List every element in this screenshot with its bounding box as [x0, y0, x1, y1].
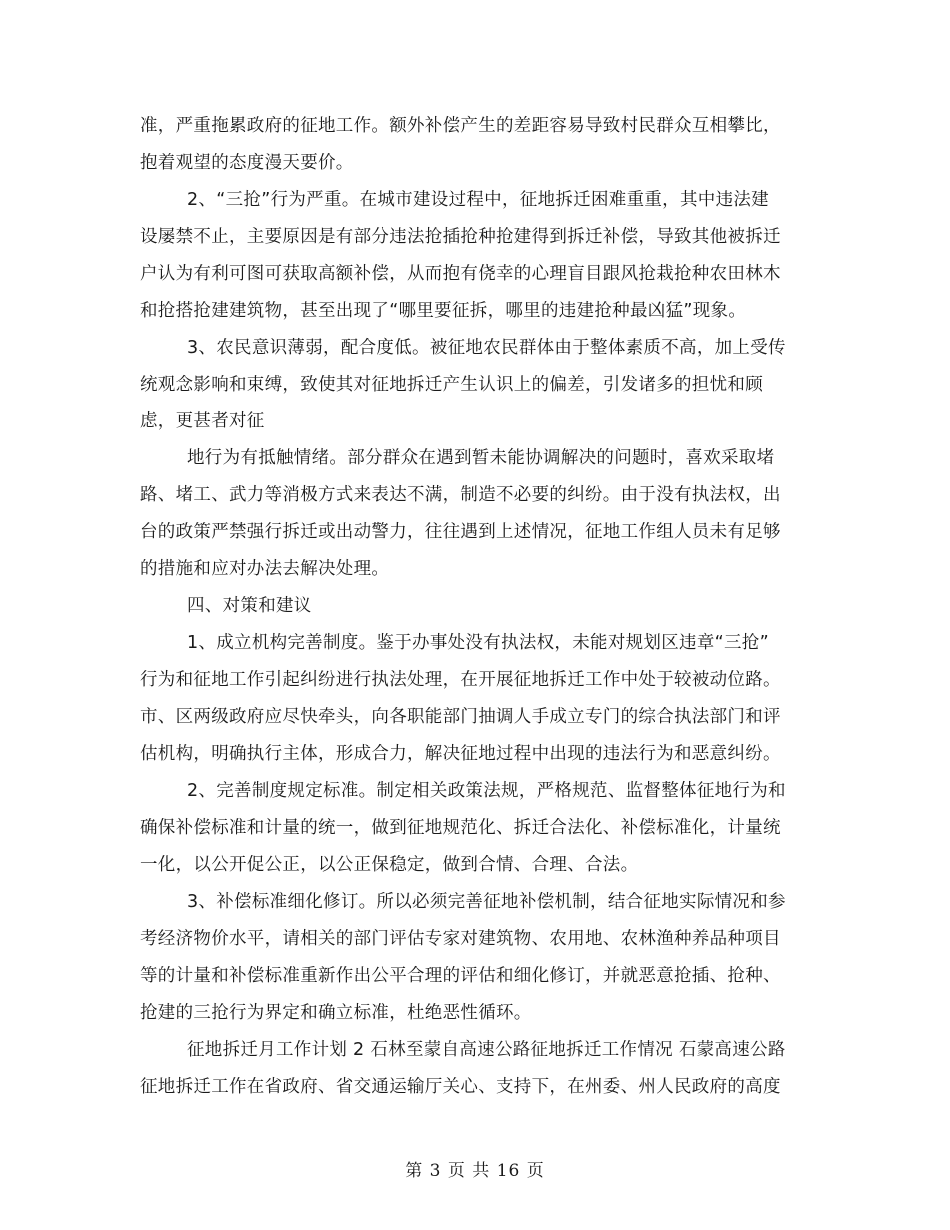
section-heading: 四、对策和建议 [187, 596, 312, 616]
page-footer: 第 3 页 共 16 页 [405, 1161, 545, 1181]
text-line: 2、“三抢”行为严重。在城市建设过程中，征地拆迁困难重重，其中违法建 [187, 190, 769, 210]
text-line: 和抢搭抢建建筑物，甚至出现了“哪里要征拆，哪里的违建抢种最凶猛”现象。 [140, 301, 747, 321]
text-line: 估机构，明确执行主体，形成合力，解决征地过程中出现的违法行为和恶意纠纷。 [140, 744, 781, 764]
text-line: 抢建的三抢行为界定和确立标准，杜绝恶性循环。 [140, 1003, 532, 1023]
text-line: 3、补偿标准细化修订。所以必须完善征地补偿机制，结合征地实际情况和参 [187, 892, 786, 912]
text-line: 准，严重拖累政府的征地工作。额外补偿产生的差距容易导致村民群众互相攀比， [140, 116, 781, 136]
text-line: 征地拆迁工作在省政府、省交通运输厅关心、支持下，在州委、州人民政府的高度 [140, 1077, 781, 1097]
text-line: 征地拆迁月工作计划 2 石林至蒙自高速公路征地拆迁工作情况 石蒙高速公路 [187, 1040, 786, 1060]
text-line: 地行为有抵触情绪。部分群众在遇到暂未能协调解决的问题时，喜欢采取堵 [187, 448, 775, 468]
text-line: 台的政策严禁强行拆迁或出动警力，往往遇到上述情况，征地工作组人员未有足够 [140, 522, 781, 542]
text-line: 的措施和应对办法去解决处理。 [140, 559, 390, 579]
text-line: 虑，更甚者对征 [140, 411, 265, 431]
text-line: 1、成立机构完善制度。鉴于办事处没有执法权，未能对规划区违章“三抢” [187, 633, 769, 653]
text-line: 一化，以公开促公正，以公正保稳定，做到合情、合理、合法。 [140, 855, 639, 875]
text-line: 确保补偿标准和计量的统一，做到征地规范化、拆迁合法化、补偿标准化，计量统 [140, 818, 781, 838]
text-line: 行为和征地工作引起纠纷进行执法处理，在开展征地拆迁工作中处于较被动位路。 [140, 670, 781, 690]
text-line: 抱着观望的态度漫天要价。 [140, 153, 354, 173]
text-line: 等的计量和补偿标准重新作出公平合理的评估和细化修订，并就恶意抢插、抢种、 [140, 966, 781, 986]
text-line: 2、完善制度规定标准。制定相关政策法规，严格规范、监督整体征地行为和 [187, 781, 786, 801]
text-line: 统观念影响和束缚，致使其对征地拆迁产生认识上的偏差，引发诸多的担忧和顾 [140, 375, 763, 395]
text-line: 设屡禁不止，主要原因是有部分违法抢插抢种抢建得到拆迁补偿，导致其他被拆迁 [140, 227, 781, 247]
text-line: 路、堵工、武力等消极方式来表达不满，制造不必要的纠纷。由于没有执法权，出 [140, 485, 781, 505]
text-line: 户认为有利可图可获取高额补偿，从而抱有侥幸的心理盲目跟风抢栽抢种农田林木 [140, 264, 781, 284]
text-line: 市、区两级政府应尽快牵头，向各职能部门抽调人手成立专门的综合执法部门和评 [140, 707, 781, 727]
text-line: 3、农民意识薄弱，配合度低。被征地农民群体由于整体素质不高，加上受传 [187, 338, 786, 358]
text-line: 考经济物价水平，请相关的部门评估专家对建筑物、农用地、农林渔种养品种项目 [140, 929, 781, 949]
